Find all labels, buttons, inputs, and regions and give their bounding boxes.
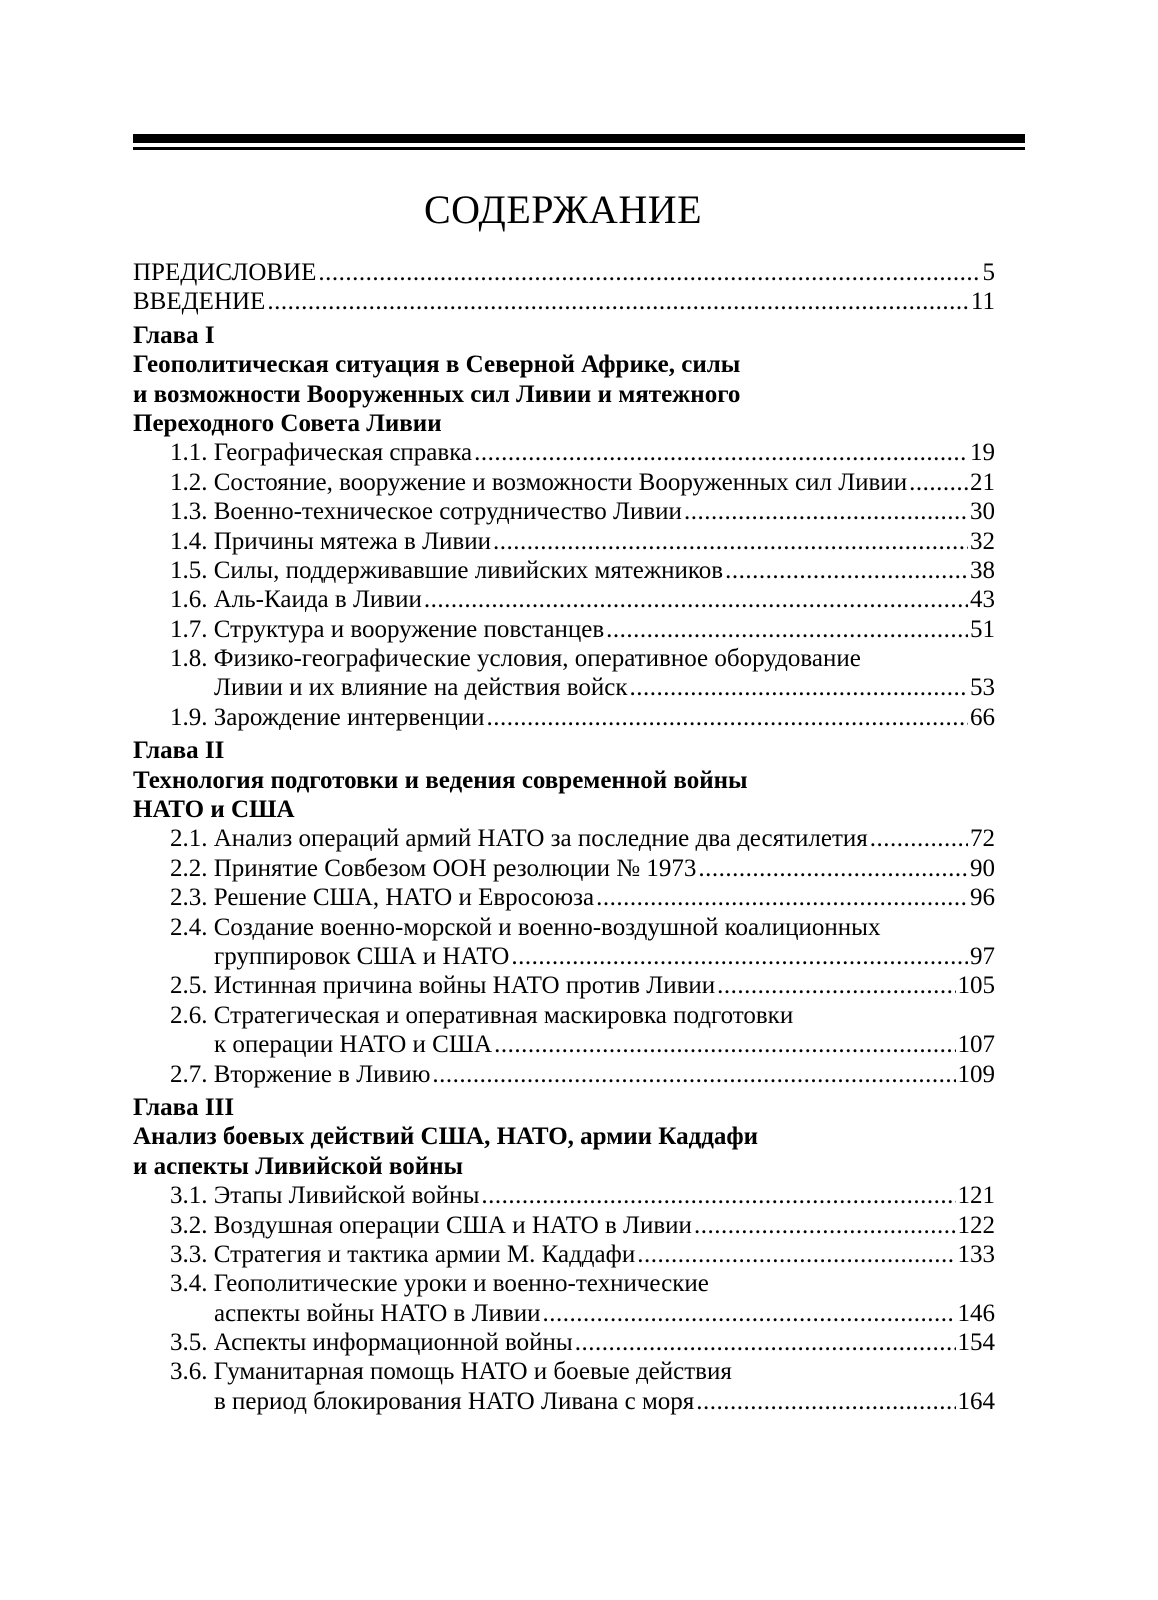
section-number: 3.1. [170, 1182, 214, 1210]
entry-title: Этапы Ливийской войны [213, 1182, 480, 1210]
entry-title: Аспекты информационной войны [213, 1329, 573, 1357]
dot-leader [717, 971, 955, 1000]
section-number: 1.2. [170, 468, 214, 496]
entry-title: Военно-техническое сотрудничество Ливии [213, 498, 682, 526]
toc-section-1-1 [133, 438, 995, 467]
section-number: 2.4. [170, 913, 214, 941]
entry-title: Стратегическая и оперативная маскировка подготовки [213, 1001, 794, 1029]
toc-section-3-2 [133, 1211, 995, 1240]
entry-title: ВВЕДЕНИЕ [133, 288, 266, 316]
dot-leader [725, 556, 968, 585]
page-number: 105 [957, 972, 995, 1000]
page-number: 164 [957, 1387, 995, 1415]
dot-leader [698, 854, 968, 883]
page-number: 21 [970, 468, 995, 496]
dot-leader [629, 673, 968, 702]
page-number: 133 [957, 1240, 995, 1268]
toc-section-3-3 [133, 1240, 995, 1269]
section-number: 1.8. [170, 645, 214, 673]
page-number: 11 [970, 288, 995, 316]
section-number: 2.1. [170, 825, 214, 853]
page-title: СОДЕРЖАНИЕ [423, 187, 703, 232]
chapter-title: и возможности Вооруженных сил Ливии и мятежного [133, 380, 741, 408]
header-rule-thick [133, 134, 1025, 143]
entry-title: в период блокирования НАТО Ливана с моря [214, 1387, 695, 1415]
toc-section-continuation [133, 942, 995, 971]
entry-title: Состояние, вооружение и возможности Вооруженных сил Ливии [213, 468, 908, 496]
toc-section-1-2 [133, 468, 995, 497]
page-number: 66 [970, 703, 995, 731]
toc-section-1-9 [133, 703, 995, 732]
page-number: 154 [957, 1329, 995, 1357]
toc-section-3-6 [133, 1357, 995, 1386]
page-number: 96 [970, 884, 995, 912]
chapter-title: и аспекты Ливийской войны [133, 1152, 464, 1180]
page-number: 38 [970, 556, 995, 584]
entry-title: Аль-Каида в Ливии [213, 586, 422, 614]
chapter-title: Переходного Совета Ливии [133, 409, 442, 437]
toc-entry-introduction [133, 287, 995, 316]
section-number: 2.6. [170, 1001, 214, 1029]
entry-title: Анализ операций армий НАТО за последние два десятилетия [213, 825, 868, 853]
entry-title: Физико-географические условия, оперативное оборудование [213, 645, 861, 673]
chapter-label: Глава I [133, 321, 215, 349]
chapter-title: Геополитическая ситуация в Северной Африке, силы [133, 351, 741, 379]
page-number: 109 [957, 1060, 995, 1088]
toc-section-1-5 [133, 556, 995, 585]
dot-leader [493, 527, 968, 556]
dot-leader [494, 1030, 955, 1059]
entry-title: Решение США, НАТО и Евросоюза [213, 884, 595, 912]
dot-leader [606, 615, 968, 644]
section-number: 2.5. [170, 972, 214, 1000]
toc-section-1-4 [133, 527, 995, 556]
chapter-title: Анализ боевых действий США, НАТО, армии Каддафи [133, 1123, 759, 1151]
toc-section-3-5 [133, 1328, 995, 1357]
entry-title: Вторжение в Ливию [213, 1060, 431, 1088]
section-number: 3.2. [170, 1211, 214, 1239]
entry-title: к операции НАТО и США [214, 1031, 493, 1059]
toc-section-continuation [133, 1030, 995, 1059]
dot-leader [474, 438, 968, 467]
page-number: 51 [970, 615, 995, 643]
page-number: 53 [970, 674, 995, 702]
section-number: 1.6. [170, 586, 214, 614]
table-of-contents [133, 258, 995, 1416]
entry-title: Структура и вооружение повстанцев [213, 615, 605, 643]
page-number: 32 [970, 527, 995, 555]
dot-leader [424, 585, 968, 614]
dot-leader [596, 883, 968, 912]
section-number: 3.3. [170, 1240, 214, 1268]
entry-title: Зарождение интервенции [213, 703, 485, 731]
dot-leader [637, 1240, 955, 1269]
page-number: 97 [970, 942, 995, 970]
entry-title: аспекты войны НАТО в Ливии [214, 1299, 541, 1327]
dot-leader [909, 468, 968, 497]
entry-title: Геополитические уроки и военно-технические [213, 1270, 709, 1298]
entry-title: Причины мятежа в Ливии [213, 527, 491, 555]
page-number: 19 [970, 439, 995, 467]
entry-title: Истинная причина войны НАТО против Ливии [213, 972, 716, 1000]
page-number: 5 [982, 259, 995, 286]
section-number: 1.5. [170, 556, 214, 584]
dot-leader [696, 1387, 955, 1416]
section-number: 1.7. [170, 615, 214, 643]
page-number: 30 [970, 498, 995, 526]
entry-title: Принятие Совбезом ООН резолюции № 1973 [213, 854, 697, 882]
chapter-title: НАТО и США [133, 796, 295, 824]
toc-section-2-4 [133, 913, 995, 942]
entry-title: ПРЕДИСЛОВИЕ [133, 259, 317, 286]
toc-section-2-3 [133, 883, 995, 912]
section-number: 1.3. [170, 498, 214, 526]
dot-leader [487, 703, 969, 732]
dot-leader [694, 1211, 956, 1240]
section-number: 1.4. [170, 527, 214, 555]
entry-title: Географическая справка [213, 439, 473, 467]
chapter-title: Технология подготовки и ведения современной войны [133, 766, 748, 794]
dot-leader [543, 1299, 956, 1328]
entry-title: группировок США и НАТО [214, 942, 510, 970]
page-number: 72 [970, 825, 995, 853]
dot-leader [432, 1060, 955, 1089]
section-number: 2.3. [170, 884, 214, 912]
dot-leader [511, 942, 968, 971]
toc-section-2-2 [133, 854, 995, 883]
section-number: 2.7. [170, 1060, 214, 1088]
toc-section-continuation [133, 673, 995, 702]
dot-leader [267, 287, 969, 316]
toc-section-1-6 [133, 585, 995, 614]
header-rule [133, 134, 1025, 152]
toc-section-1-7 [133, 615, 995, 644]
dot-leader [684, 497, 968, 526]
section-number: 3.6. [170, 1358, 214, 1386]
section-number: 2.2. [170, 854, 214, 882]
toc-section-continuation [133, 1387, 995, 1416]
section-number: 3.4. [170, 1270, 214, 1298]
dot-leader [481, 1181, 955, 1210]
section-number: 1.1. [170, 439, 214, 467]
toc-section-3-4 [133, 1269, 995, 1298]
toc-section-1-8 [133, 644, 995, 673]
chapter-label: Глава II [133, 737, 225, 765]
page-number: 122 [957, 1211, 995, 1239]
page-number: 121 [957, 1182, 995, 1210]
toc-section-2-1 [133, 824, 995, 853]
toc-section-2-5 [133, 971, 995, 1000]
toc-section-1-3 [133, 497, 995, 526]
page-number: 107 [957, 1031, 995, 1059]
toc-section-2-7 [133, 1060, 995, 1089]
chapter-label: Глава III [133, 1093, 235, 1121]
section-number: 1.9. [170, 703, 214, 731]
entry-title: Создание военно-морской и военно-воздушной коалиционных [213, 913, 881, 941]
toc-entry-preface [133, 258, 995, 287]
toc-section-2-6 [133, 1001, 995, 1030]
page-number: 90 [970, 854, 995, 882]
section-number: 3.5. [170, 1329, 214, 1357]
dot-leader [575, 1328, 956, 1357]
dot-leader [318, 258, 980, 287]
entry-title: Воздушная операции США и НАТО в Ливии [213, 1211, 692, 1239]
toc-section-3-1 [133, 1181, 995, 1210]
entry-title: Силы, поддерживавшие ливийских мятежников [213, 556, 724, 584]
page-number: 146 [957, 1299, 995, 1327]
page-number: 43 [970, 586, 995, 614]
dot-leader [870, 824, 968, 853]
toc-section-continuation [133, 1299, 995, 1328]
entry-title: Стратегия и тактика армии М. Каддафи [213, 1240, 636, 1268]
header-rule-thin [133, 147, 1025, 150]
entry-title: Ливии и их влияние на действия войск [214, 674, 628, 702]
entry-title: Гуманитарная помощь НАТО и боевые действия [213, 1358, 732, 1386]
